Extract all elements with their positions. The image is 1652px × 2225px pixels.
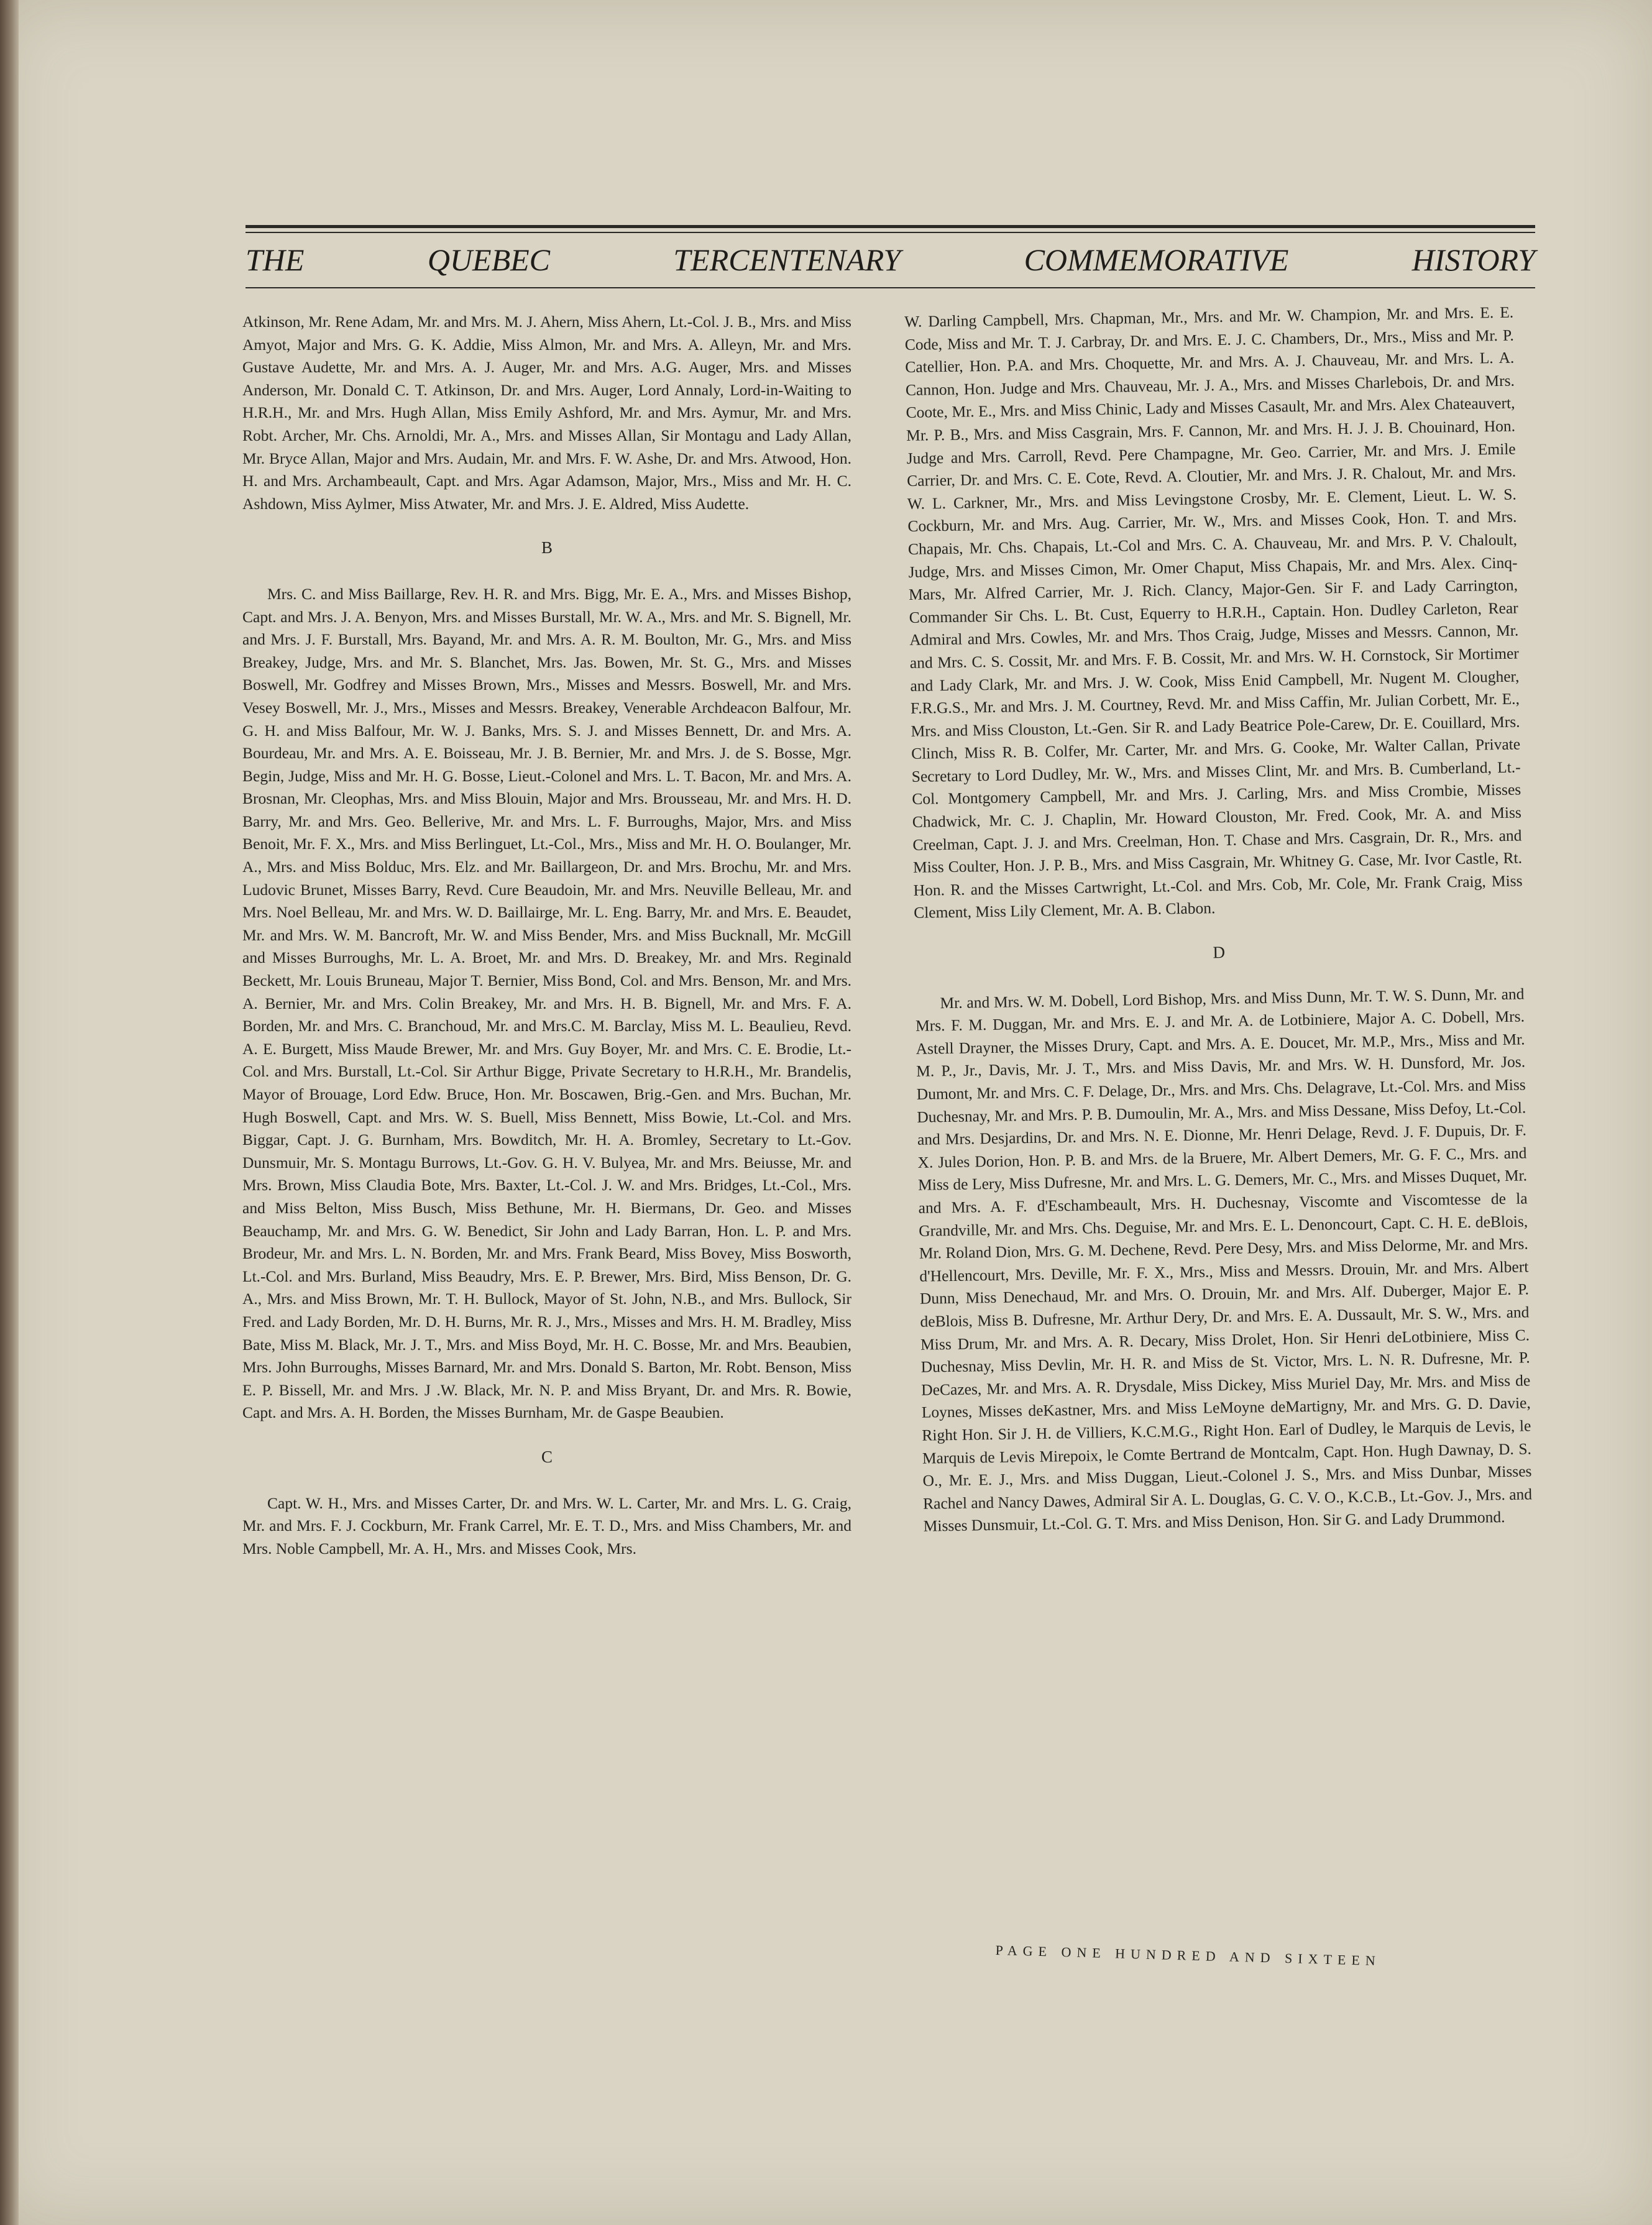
guest-list-a: Atkinson, Mr. Rene Adam, Mr. and Mrs. M. J. Ahern, Miss Ahern, Lt.-Col. J. B., Mrs. and Miss Amyot, Major and Mrs. G. K. Addie, Miss Almon, Mr. and Mrs. A. Alleyn, Mr. and Mrs. Gustave Audette, Mr. and Mrs. A. J. Auger, Mr. and Mrs. A.G. Auger, Mrs. and Misses Anderson, Mr. Donald C. T. Atkinson, Dr. and Mrs. Auger, Lord Annaly, Lord-in-Waiting to H.R.H., Mr. and Mrs. Hugh Allan, Miss Emily Ashford, Mr. and Mrs. Aymur, Mr. and Mrs. Robt. Archer, Mr. Chs. Arnoldi, Mr. A., Mrs. and Misses Allan, Sir Montagu and Lady Allan, Mr. Bryce Allan, Major and Mrs. Audain, Mr. and Mrs. F. W. Ashe, Dr. and Mrs. Atwood, Hon. H. and Mrs. Archambeault, Capt. and Mrs. Agar Adamson, Major, Mrs., Miss and Mr. H. C. Ashdown, Miss Aylmer, Miss Atwater, Mr. and Mrs. J. E. Aldred, Miss Audette. (242, 313, 851, 513)
right-column (904, 301, 1533, 1538)
running-title-word: TERCENTENARY (673, 242, 901, 277)
left-column (242, 311, 851, 1560)
running-title (246, 236, 1535, 283)
running-title-word: HISTORY (1411, 242, 1535, 277)
header-rule-top (246, 225, 1535, 228)
guest-list-c-continued: W. Darling Campbell, Mrs. Chapman, Mr., Mrs. and Mr. W. Champion, Mr. and Mrs. E. E. Code, Miss and Mr. T. J. Carbray, Dr. and Mrs. E. J. C. Chambers, Dr., Mrs., Miss and Mr. P. Catellier, Hon. P.A. and Mrs. Choquette, Mr. and Mrs. A. J. Chauveau, Mr. and Mrs. L. A. Cannon, Hon. Judge and Mrs. Chauveau, Mr. J. A., Mrs. and Misses Charlebois, Dr. and Mrs. Coote, Mr. E., Mrs. and Miss Chinic, Lady and Misses Casault, Mr. and Mrs. Alex Chateauvert, Mr. P. B., Mrs. and Miss Casgrain, Mrs. F. Cannon, Mr. and Mrs. H. J. J. B. Chouinard, Hon. Judge and Mrs. Carroll, Revd. Pere Champagne, Mr. Geo. Carrier, Mr. and Mrs. J. Emile Carrier, Dr. and Mrs. C. E. Cote, Revd. A. Cloutier, Mr. and Mrs. J. R. Chalout, Mr. and Mrs. W. L. Carkner, Mr., Mrs. and Miss Levingstone Crosby, Mr. E. Clement, Lieut. L. W. S. Cockburn, Mr. and Mrs. Aug. Carrier, Mr. W., Mrs. and Misses Cook, Hon. T. and Mrs. Chapais, Mr. Chs. Chapais, Lt.-Col and Mrs. C. A. Chauveau, Mr. and Mrs. P. V. Chaloult, Judge, Mrs. and Misses Cimon, Mr. Omer Chaput, Miss Chapais, Mr. and Mrs. Alex. Cinq-Mars, Mr. Alfred Carrier, Mr. J. Rich. Clancy, Major-Gen. Sir F. and Lady Carrington, Commander Sir Chs. L. Bt. Cust, Equerry to H.R.H., Captain. Hon. Dudley Carleton, Rear Admiral and Mrs. Cowles, Mr. and Mrs. Thos Craig, Judge, Misses and Messrs. Cannon, Mr. and Mrs. C. S. Cossit, Mr. and Mrs. F. B. Cossit, Mr. and Mrs. W. H. Cornstock, Sir Mortimer and Lady Clark, Mr. and Mrs. J. W. Cook, Miss Enid Campbell, Mr. Nugent M. Clougher, F.R.G.S., Mr. and Mrs. J. M. Courtney, Revd. Mr. and Miss Caffin, Mr. Julian Corbett, Mr. E., Mrs. and Miss Clouston, Lt.-Gen. Sir R. and Lady Beatrice Pole-Carew, Dr. E. Couillard, Mrs. Clinch, Miss R. B. Colfer, Mr. Carter, Mr. and Mrs. G. Cooke, Mr. Walter Callan, Private Secretary to Lord Dudley, Mr. W., Mrs. and Misses Clint, Mr. and Mrs. B. Cumberland, Lt.-Col. Montgomery Campbell, Mr. and Mrs. J. Carling, Mrs. and Miss Crombie, Misses Chadwick, Mr. C. J. Chaplin, Mr. Howard Clouston, Mr. Fred. Cook, Mr. A. and Miss Creelman, Capt. J. J. and Mrs. Creelman, Hon. T. Chase and Mrs. Casgrain, Dr. R., Mrs. and Miss Coulter, Hon. J. P. B., Mrs. and Miss Casgrain, Mr. Whitney G. Case, Mr. Ivor Castle, Rt. Hon. R. and the Misses Cartwright, Lt.-Col. and Mrs. Cob, Mr. Cole, Mr. Frank Craig, Miss Clement, Miss Lily Clement, Mr. A. B. Clabon. (904, 303, 1523, 922)
guest-list-d: Mr. and Mrs. W. M. Dobell, Lord Bishop, Mrs. and Miss Dunn, Mr. T. W. S. Dunn, Mr. and Mrs. F. M. Duggan, Mr. and Mrs. E. J. and Mr. A. de Lotbiniere, Major A. C. Dobell, Mrs. Astell Drayner, the Misses Drury, Capt. and Mrs. A. E. Doucet, Mr. M.P., Mrs., Miss and Mr. M. P., Jr., Davis, Mr. J. T., Mrs. and Miss Davis, Mr. and Mrs. W. H. Dunsford, Mr. Jos. Dumont, Mr. and Mrs. C. F. Delage, Dr., Mrs. and Mrs. Chs. Delagrave, Lt.-Col. Mrs. and Miss Duchesnay, Mr. and Mrs. P. B. Dumoulin, Mr. A., Mrs. and Miss Dessane, Miss Defoy, Lt.-Col. and Mrs. Desjardins, Dr. and Mrs. N. E. Dionne, Mr. Henri Delage, Revd. J. F. Dupuis, Dr. F. X. Jules Dorion, Hon. P. B. and Mrs. de la Bruere, Mr. Albert Demers, Mr. G. F. C., Mrs. and Miss de Lery, Miss Dufresne, Mr. and Mrs. L. G. Demers, Mr. C., Mrs. and Misses Duquet, Mr. and Mrs. A. F. d'Eschambeault, Mrs. H. Duchesnay, Viscomte and Viscomtesse de la Grandville, Mr. and Mrs. Chs. Deguise, Mr. and Mrs. E. L. Denoncourt, Capt. C. H. E. deBlois, Mr. Roland Dion, Mrs. G. M. Dechene, Revd. Pere Desy, Mrs. and Miss Delorme, Mr. and Mrs. d'Hellencourt, Mrs. Deville, Mr. F. X., Mrs., Miss and Messrs. Drouin, Mr. and Mrs. Albert Dunn, Miss Denechaud, Mr. and Mrs. O. Drouin, Mr. and Mrs. Alf. Duberger, Major E. P. deBlois, Miss B. Dufresne, Mr. Arthur Dery, Dr. and Mrs. E. A. Dussault, Mr. S. W., Mrs. and Miss Drum, Mr. and Mrs. A. R. Decary, Miss Drolet, Hon. Sir Henri deLotbiniere, Miss C. Duchesnay, Miss Devlin, Mr. H. R. and Miss de St. Victor, Mrs. L. N. R. Dufresne, Mr. P. DeCazes, Mr. and Mrs. A. R. Drysdale, Miss Dickey, Miss Muriel Day, Mr. Mrs. and Miss de Loynes, Misses deKastner, Mrs. and Miss LeMoyne deMartigny, Mr. and Mrs. G. D. Davie, Right Hon. Sir J. H. de Villiers, K.C.M.G., Right Hon. Earl of Dudley, le Marquis de Levis, le Marquis de Levis Mirepoix, le Comte Bertrand de Montcalm, Capt. Hon. Hugh Dawnay, D. S. O., Mr. E. J., Mrs. and Miss Duggan, Lieut.-Colonel J. S., Mrs. and Miss Dunbar, Misses Rachel and Nancy Dawes, Admiral Sir A. L. Douglas, G. C. V. O., K.C.B., Lt.-Gov. J., Mrs. and Misses Dunsmuir, Lt.-Col. G. T. Mrs. and Miss Denison, Hon. Sir G. and Lady Drummond. (915, 984, 1533, 1536)
section-letter-b: B (541, 538, 553, 557)
header-rule-bottom (246, 287, 1535, 288)
running-title-word: QUEBEC (427, 242, 551, 277)
binding-edge (0, 0, 19, 2225)
header-rule-top-thin (246, 232, 1535, 233)
running-title-word: THE (246, 242, 305, 277)
section-letter-c: C (541, 1447, 553, 1466)
page-number: PAGE ONE HUNDRED AND SIXTEEN (995, 1942, 1382, 1969)
section-letter-d: D (1213, 943, 1226, 962)
guest-list-b: Mrs. C. and Miss Baillarge, Rev. H. R. and Mrs. Bigg, Mr. E. A., Mrs. and Misses Bishop, Capt. and Mrs. J. A. Benyon, Mrs. and Misses Burstall, Mr. W. A., Mrs. and Mr. S. Bignell, Mr. and Mrs. J. F. Burstall, Mrs. Bayand, Mr. and Mrs. A. R. M. Boulton, Mr. G., Mrs. and Miss Breakey, Judge, Mrs. and Mr. S. Blanchet, Mrs. Jas. Bowen, Mr. St. G., Mrs. and Misses Boswell, Mr. Godfrey and Misses Brown, Mrs., Misses and Messrs. Boswell, Mr. and Mrs. Vesey Boswell, Mr. J., Mrs., Misses and Messrs. Breakey, Venerable Archdeacon Balfour, Mr. G. H. and Miss Balfour, Mr. W. J. Banks, Mrs. S. J. and Misses Bennett, Dr. and Mrs. A. Bourdeau, Mr. and Mrs. A. E. Boisseau, Mr. J. B. Bernier, Mr. and Mrs. J. de S. Bosse, Mgr. Begin, Judge, Miss and Mr. H. G. Bosse, Lieut.-Colonel and Mrs. L. T. Bacon, Mr. and Mrs. A. Brosnan, Mr. Cleophas, Mrs. and Miss Blouin, Major and Mrs. Brousseau, Mr. and Mrs. H. D. Barry, Mr. and Mrs. Geo. Bellerive, Mr. and Mrs. L. F. Burroughs, Major, Mrs. and Miss Benoit, Mr. F. X., Mrs. and Miss Berlinguet, Lt.-Col., Mrs., Miss and Mr. H. O. Boulanger, Mr. A., Mrs. and Miss Bolduc, Mrs. Elz. and Mr. Baillargeon, Dr. and Mrs. Brochu, Mr. and Mrs. Ludovic Brunet, Misses Barry, Revd. Cure Beaudoin, Mr. and Mrs. Neuville Belleau, Mr. and Mrs. Noel Belleau, Mr. and Mrs. W. D. Baillairge, Mr. L. Eng. Barry, Mr. and Mrs. E. Beaudet, Mr. and Mrs. W. M. Bancroft, Mr. W. and Miss Bender, Mrs. and Miss Bucknall, Mr. McGill and Misses Burroughs, Mr. L. A. Broet, Mr. and Mrs. D. Breakey, Mr. and Mrs. Reginald Beckett, Mr. Louis Bruneau, Major T. Bernier, Miss Bond, Col. and Mrs. Benson, Mr. and Mrs. A. Bernier, Mr. and Mrs. Colin Breakey, Mr. and Mrs. H. B. Bignell, Mr. and Mrs. F. A. Borden, Mr. and Mrs. C. Branchoud, Mr. and Mrs.C. M. Barclay, Miss M. L. Beaulieu, Revd. A. E. Burgett, Miss Maude Brewer, Mr. and Mrs. Guy Boyer, Mr. and Mrs. C. E. Brodie, Lt.-Col. and Mrs. Burstall, Lt.-Col. Sir Arthur Bigge, Private Secretary to H.R.H., Mr. Brandelis, Mayor of Brouage, Lord Edw. Bruce, Hon. Mr. Boscawen, Brig.-Gen. and Mrs. Buchan, Mr. Hugh Boswell, Capt. and Mrs. W. S. Buell, Miss Bennett, Miss Bowie, Lt.-Col. and Mrs. Biggar, Capt. J. G. Burnham, Mrs. Bowditch, Mr. H. A. Bromley, Secretary to Lt.-Gov. Dunsmuir, Mr. S. Montagu Burrows, Lt.-Gov. G. H. V. Bulyea, Mr. and Mrs. Beiusse, Mr. and Mrs. Brown, Miss Claudia Bote, Mrs. Baxter, Lt.-Col. J. W. and Mrs. Bridges, Lt.-Col., Mrs. and Miss Belton, Miss Busch, Miss Bethune, Mr. H. Biermans, Dr. Geo. and Misses Beauchamp, Mr. and Mrs. G. W. Benedict, Sir John and Lady Barran, Hon. L. P. and Mrs. Brodeur, Mr. and Mrs. L. N. Borden, Mr. and Mrs. Frank Beard, Miss Bovey, Miss Bosworth, Lt.-Col. and Mrs. Burland, Miss Beaudry, Mrs. E. P. Brewer, Mrs. Bird, Miss Benson, Dr. G. A., Mrs. and Miss Brown, Mr. T. H. Bullock, Mayor of St. John, N.B., and Mrs. Bullock, Sir Fred. and Lady Borden, Mr. D. H. Burns, Mr. R. J., Mrs., Misses and Mrs. H. M. Bradley, Miss Bate, Miss M. Black, Mr. J. T., Mrs. and Miss Boyd, Mr. H. C. Bosse, Mr. and Mrs. Beaubien, Mrs. John Burroughs, Misses Barnard, Mr. and Mrs. Donald S. Barton, Mr. Robt. Benson, Miss E. P. Bissell, Mr. and Mrs. J .W. Black, Mr. N. P. and Miss Bryant, Dr. and Mrs. R. Bowie, Capt. and Mrs. A. H. Borden, the Misses Burnham, Mr. de Gaspe Beaubien. (242, 584, 851, 1422)
running-title-word: COMMEMORATIVE (1024, 242, 1289, 277)
guest-list-c: Capt. W. H., Mrs. and Misses Carter, Dr. and Mrs. W. L. Carter, Mr. and Mrs. L. G. Craig, Mr. and Mrs. F. J. Cockburn, Mr. Frank Carrel, Mr. E. T. D., Mrs. and Miss Chambers, Mr. and Mrs. Noble Campbell, Mr. A. H., Mrs. and Misses Cook, Mrs. (242, 1493, 851, 1558)
